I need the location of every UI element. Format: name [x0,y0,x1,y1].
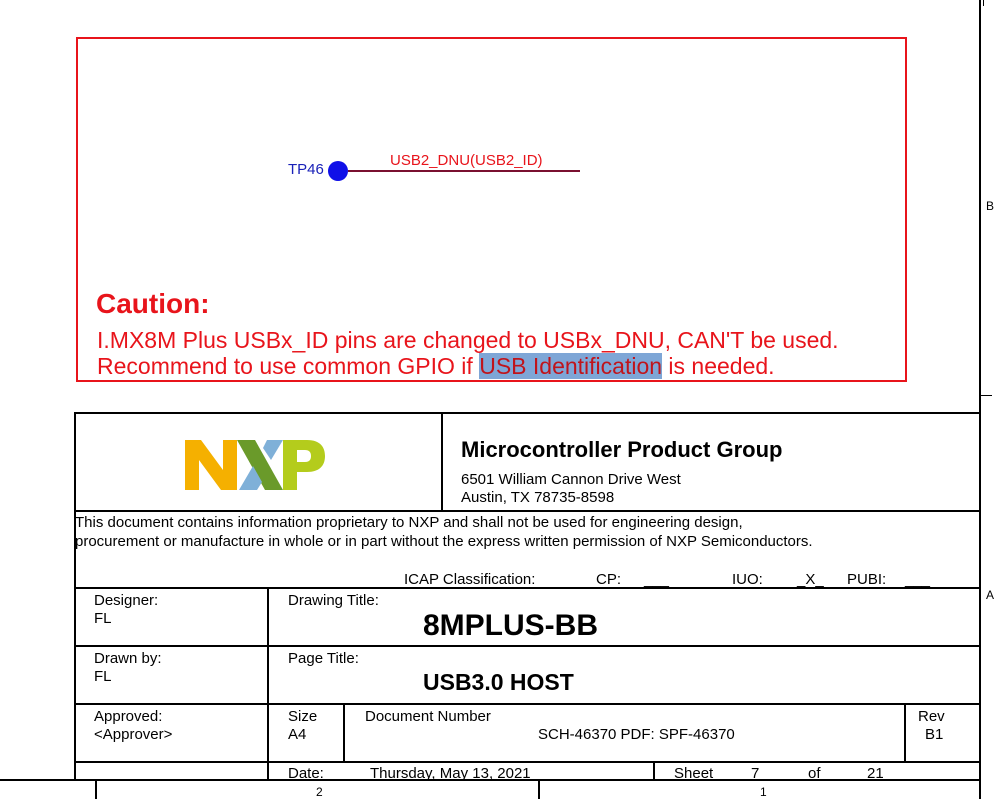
nxp-logo-p [283,440,325,490]
zone-label-a: A [986,588,994,602]
drawn-by-label: Drawn by: [94,650,162,667]
pubi-label: PUBI: [847,571,887,588]
cp-label: CP: [596,571,622,588]
size-value: A4 [288,726,307,743]
testpoint-pin[interactable] [328,161,348,181]
designer-value: FL [94,610,112,627]
address-line-2: Austin, TX 78735-8598 [461,489,615,506]
date-value: Thursday, May 13, 2021 [370,765,531,782]
zone-label-2: 2 [316,785,323,799]
size-col-divider [343,705,345,761]
proprietary-notice-1: This document contains information proprietary to NXP and shall not be used for engineering design, [75,514,743,531]
page-title: USB3.0 HOST [423,669,574,695]
cp-value: ___ [644,571,670,588]
caution-line-2 [97,353,775,380]
drawing-title-label: Drawing Title: [288,592,379,609]
text-selection-highlight[interactable]: USB Identification [479,353,663,379]
caution-line-2-text: Recommend to use common GPIO if [97,353,480,379]
title-block-left [74,412,76,780]
caution-line-1: I.MX8M Plus USBx_ID pins are changed to USBx_DNU, CAN'T be used. [97,327,839,353]
date-label: Date: [288,765,324,782]
iuo-value: _X_ [797,571,824,588]
nxp-logo [183,436,327,494]
of-label: of [808,765,821,782]
zone-divider-left [95,781,97,799]
zone-divider-mid [538,781,540,799]
rev-label: Rev [918,708,945,725]
zone-label-b: B [986,199,994,213]
approved-value: <Approver> [94,726,173,743]
rev-value: B1 [925,726,944,743]
drawnby-row-divider [76,703,980,705]
address-line-1: 6501 William Cannon Drive West [461,471,681,488]
drawing-title: 8MPLUS-BB [423,609,599,642]
approved-label: Approved: [94,708,163,725]
testpoint-label[interactable]: TP46 [288,161,324,178]
right-border-line [979,0,981,799]
drawn-by-value: FL [94,668,112,685]
size-label: Size [288,708,318,725]
designer-row-divider [76,645,980,647]
pubi-value: ___ [905,571,931,588]
caution-title: Caution: [96,288,210,319]
approved-row-divider [76,761,980,763]
rev-col-divider [904,705,906,761]
right-border-tick [983,0,984,6]
header-divider [76,510,980,512]
sheet-value: 7 [751,765,760,782]
net-wire[interactable] [348,170,580,172]
title-block-top [74,412,980,414]
logo-divider [441,414,443,511]
nxp-logo-n [185,440,237,490]
document-number-label: Document Number [365,708,491,725]
page-title-label: Page Title: [288,650,359,667]
sheet-label: Sheet [674,765,714,782]
iuo-label: IUO: [732,571,763,588]
caution-line-2-end: is needed. [662,353,775,379]
proprietary-notice-2: procurement or manufacture in whole or in part without the express written permission of NXP Semiconductors. [75,533,813,550]
net-name-label[interactable]: USB2_DNU(USB2_ID) [390,152,543,169]
sheet-total: 21 [867,765,884,782]
icap-label: ICAP Classification: [404,571,536,588]
document-number-value: SCH-46370 PDF: SPF-46370 [538,726,735,743]
designer-label: Designer: [94,592,159,609]
company-group-name: Microcontroller Product Group [461,437,783,462]
right-border-tick [981,395,992,396]
sheet-col-divider [653,763,655,780]
nxp-logo-x-front [263,440,283,460]
label-col-divider [267,589,269,780]
zone-label-1: 1 [760,785,767,799]
